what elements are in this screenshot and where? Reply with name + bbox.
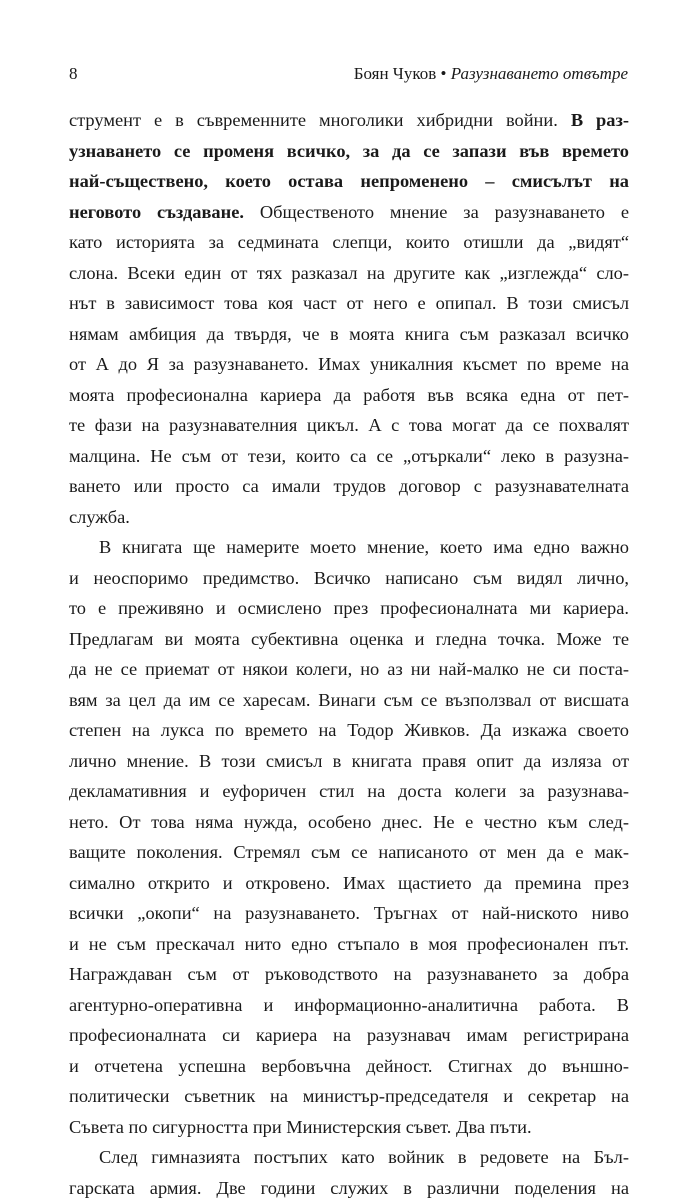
text-line bbox=[69, 746, 629, 777]
text-line bbox=[69, 227, 629, 258]
text-segment: В книгата ще намерите моето мнение, което има едно важно bbox=[99, 537, 629, 557]
text-segment: от А до Я за разузнаването. Имах уникалния късмет по време на bbox=[69, 354, 629, 374]
text-segment: ването или просто са имали трудов договор с разузнавателната bbox=[69, 476, 629, 496]
text-segment: вям за цел да им се харесам. Винаги съм се възползвал от висшата bbox=[69, 690, 629, 710]
text-segment: нето. От това няма нужда, особено днес. Не е честно към след- bbox=[69, 812, 629, 832]
text-segment: слона. Всеки един от тях разказал на другите как „изглежда“ сло- bbox=[69, 263, 629, 283]
text-segment: декламативния и еуфоричен стил на доста колеги за разузнава- bbox=[69, 781, 629, 801]
text-segment: и неоспоримо предимство. Всичко написано съм видял лично, bbox=[69, 568, 629, 588]
text-line bbox=[69, 837, 629, 868]
text-line bbox=[69, 380, 629, 411]
text-line bbox=[69, 593, 629, 624]
running-head bbox=[354, 62, 628, 86]
text-line bbox=[69, 959, 629, 990]
bold-text-segment: узнаването се променя всичко, за да се запази във времето bbox=[69, 141, 629, 161]
text-segment: то е преживяно и осмислено през професионалната ми кариера. bbox=[69, 598, 629, 618]
text-segment: професионалната си кариера на разузнавач имам регистрирана bbox=[69, 1025, 629, 1045]
text-line bbox=[69, 929, 629, 960]
text-segment: и не съм прескачал нито едно стъпало в моя професионален път. bbox=[69, 934, 629, 954]
text-segment: агентурно-оперативна и информационно-аналитична работа. В bbox=[69, 995, 629, 1015]
text-line bbox=[69, 1020, 629, 1051]
body-text bbox=[69, 105, 629, 1203]
text-line bbox=[69, 1051, 629, 1082]
text-line bbox=[69, 654, 629, 685]
text-segment: Общественото мнение за разузнаването е bbox=[244, 202, 629, 222]
text-line bbox=[69, 105, 629, 136]
text-segment: политически съветник на министър-председателя и секретар на bbox=[69, 1086, 629, 1106]
text-segment: те фази на разузнавателния цикъл. А с това могат да се похвалят bbox=[69, 415, 629, 435]
text-line bbox=[69, 136, 629, 167]
text-line bbox=[69, 1112, 629, 1143]
page-header bbox=[69, 62, 628, 86]
text-segment: служба. bbox=[69, 507, 130, 527]
text-segment: ващите поколения. Стремял съм се написаното от мен да е мак- bbox=[69, 842, 629, 862]
text-segment: Награждаван съм от ръководството на разузнаването за добра bbox=[69, 964, 629, 984]
text-line bbox=[69, 624, 629, 655]
text-line bbox=[69, 807, 629, 838]
bold-text-segment: В раз- bbox=[571, 110, 629, 130]
text-line bbox=[69, 1142, 629, 1173]
text-segment: струмент е в съвременните многолики хибридни войни. bbox=[69, 110, 571, 130]
text-line bbox=[69, 197, 629, 228]
text-line bbox=[69, 319, 629, 350]
text-line bbox=[69, 410, 629, 441]
text-line bbox=[69, 258, 629, 289]
text-line bbox=[69, 166, 629, 197]
text-segment: нямам амбиция да твърдя, че в моята книга съм разказал всичко bbox=[69, 324, 629, 344]
text-line bbox=[69, 1173, 629, 1203]
text-segment: всички „окопи“ на разузнаването. Тръгнах от най-ниското ниво bbox=[69, 903, 629, 923]
book-title: Разузнаването отвътре bbox=[451, 64, 628, 83]
bold-text-segment: най-съществено, което остава непроменено – смисълът на bbox=[69, 171, 629, 191]
text-segment: Съвета по сигурността при Министерския съвет. Два пъти. bbox=[69, 1117, 532, 1137]
bold-text-segment: неговото създаване. bbox=[69, 202, 244, 222]
text-line bbox=[69, 288, 629, 319]
text-line bbox=[69, 532, 629, 563]
text-segment: моята професионална кариера да работя във всяка една от пет- bbox=[69, 385, 629, 405]
text-line bbox=[69, 1081, 629, 1112]
text-line bbox=[69, 685, 629, 716]
text-line bbox=[69, 441, 629, 472]
text-segment: като историята за седмината слепци, които отишли да „видят“ bbox=[69, 232, 629, 252]
text-segment: малцина. Не съм от тези, които са се „отъркали“ леко в разузна- bbox=[69, 446, 629, 466]
text-segment: да не се приемат от някои колеги, но аз ни най-малко не си поста- bbox=[69, 659, 629, 679]
text-line bbox=[69, 563, 629, 594]
text-line bbox=[69, 349, 629, 380]
text-segment: нът в зависимост това коя част от него е опипал. В този смисъл bbox=[69, 293, 629, 313]
page-number: 8 bbox=[69, 62, 78, 86]
text-segment: Предлагам ви моята субективна оценка и гледна точка. Може те bbox=[69, 629, 629, 649]
text-segment: След гимназията постъпих като войник в редовете на Бъл- bbox=[99, 1147, 629, 1167]
text-line bbox=[69, 715, 629, 746]
text-line bbox=[69, 471, 629, 502]
text-segment: и отчетена успешна вербовъчна дейност. Стигнах до външно- bbox=[69, 1056, 629, 1076]
text-segment: лично мнение. В този смисъл в книгата правя опит да изляза от bbox=[69, 751, 629, 771]
header-separator: • bbox=[436, 64, 450, 83]
text-segment: гарската армия. Две години служих в различни поделения на bbox=[69, 1178, 629, 1198]
text-line bbox=[69, 898, 629, 929]
text-line bbox=[69, 990, 629, 1021]
author-name: Боян Чуков bbox=[354, 64, 437, 83]
text-segment: степен на лукса по времето на Тодор Живков. Да изкажа своето bbox=[69, 720, 629, 740]
text-segment: симално открито и откровено. Имах щастието да премина през bbox=[69, 873, 629, 893]
text-line bbox=[69, 502, 629, 533]
text-line bbox=[69, 776, 629, 807]
text-line bbox=[69, 868, 629, 899]
